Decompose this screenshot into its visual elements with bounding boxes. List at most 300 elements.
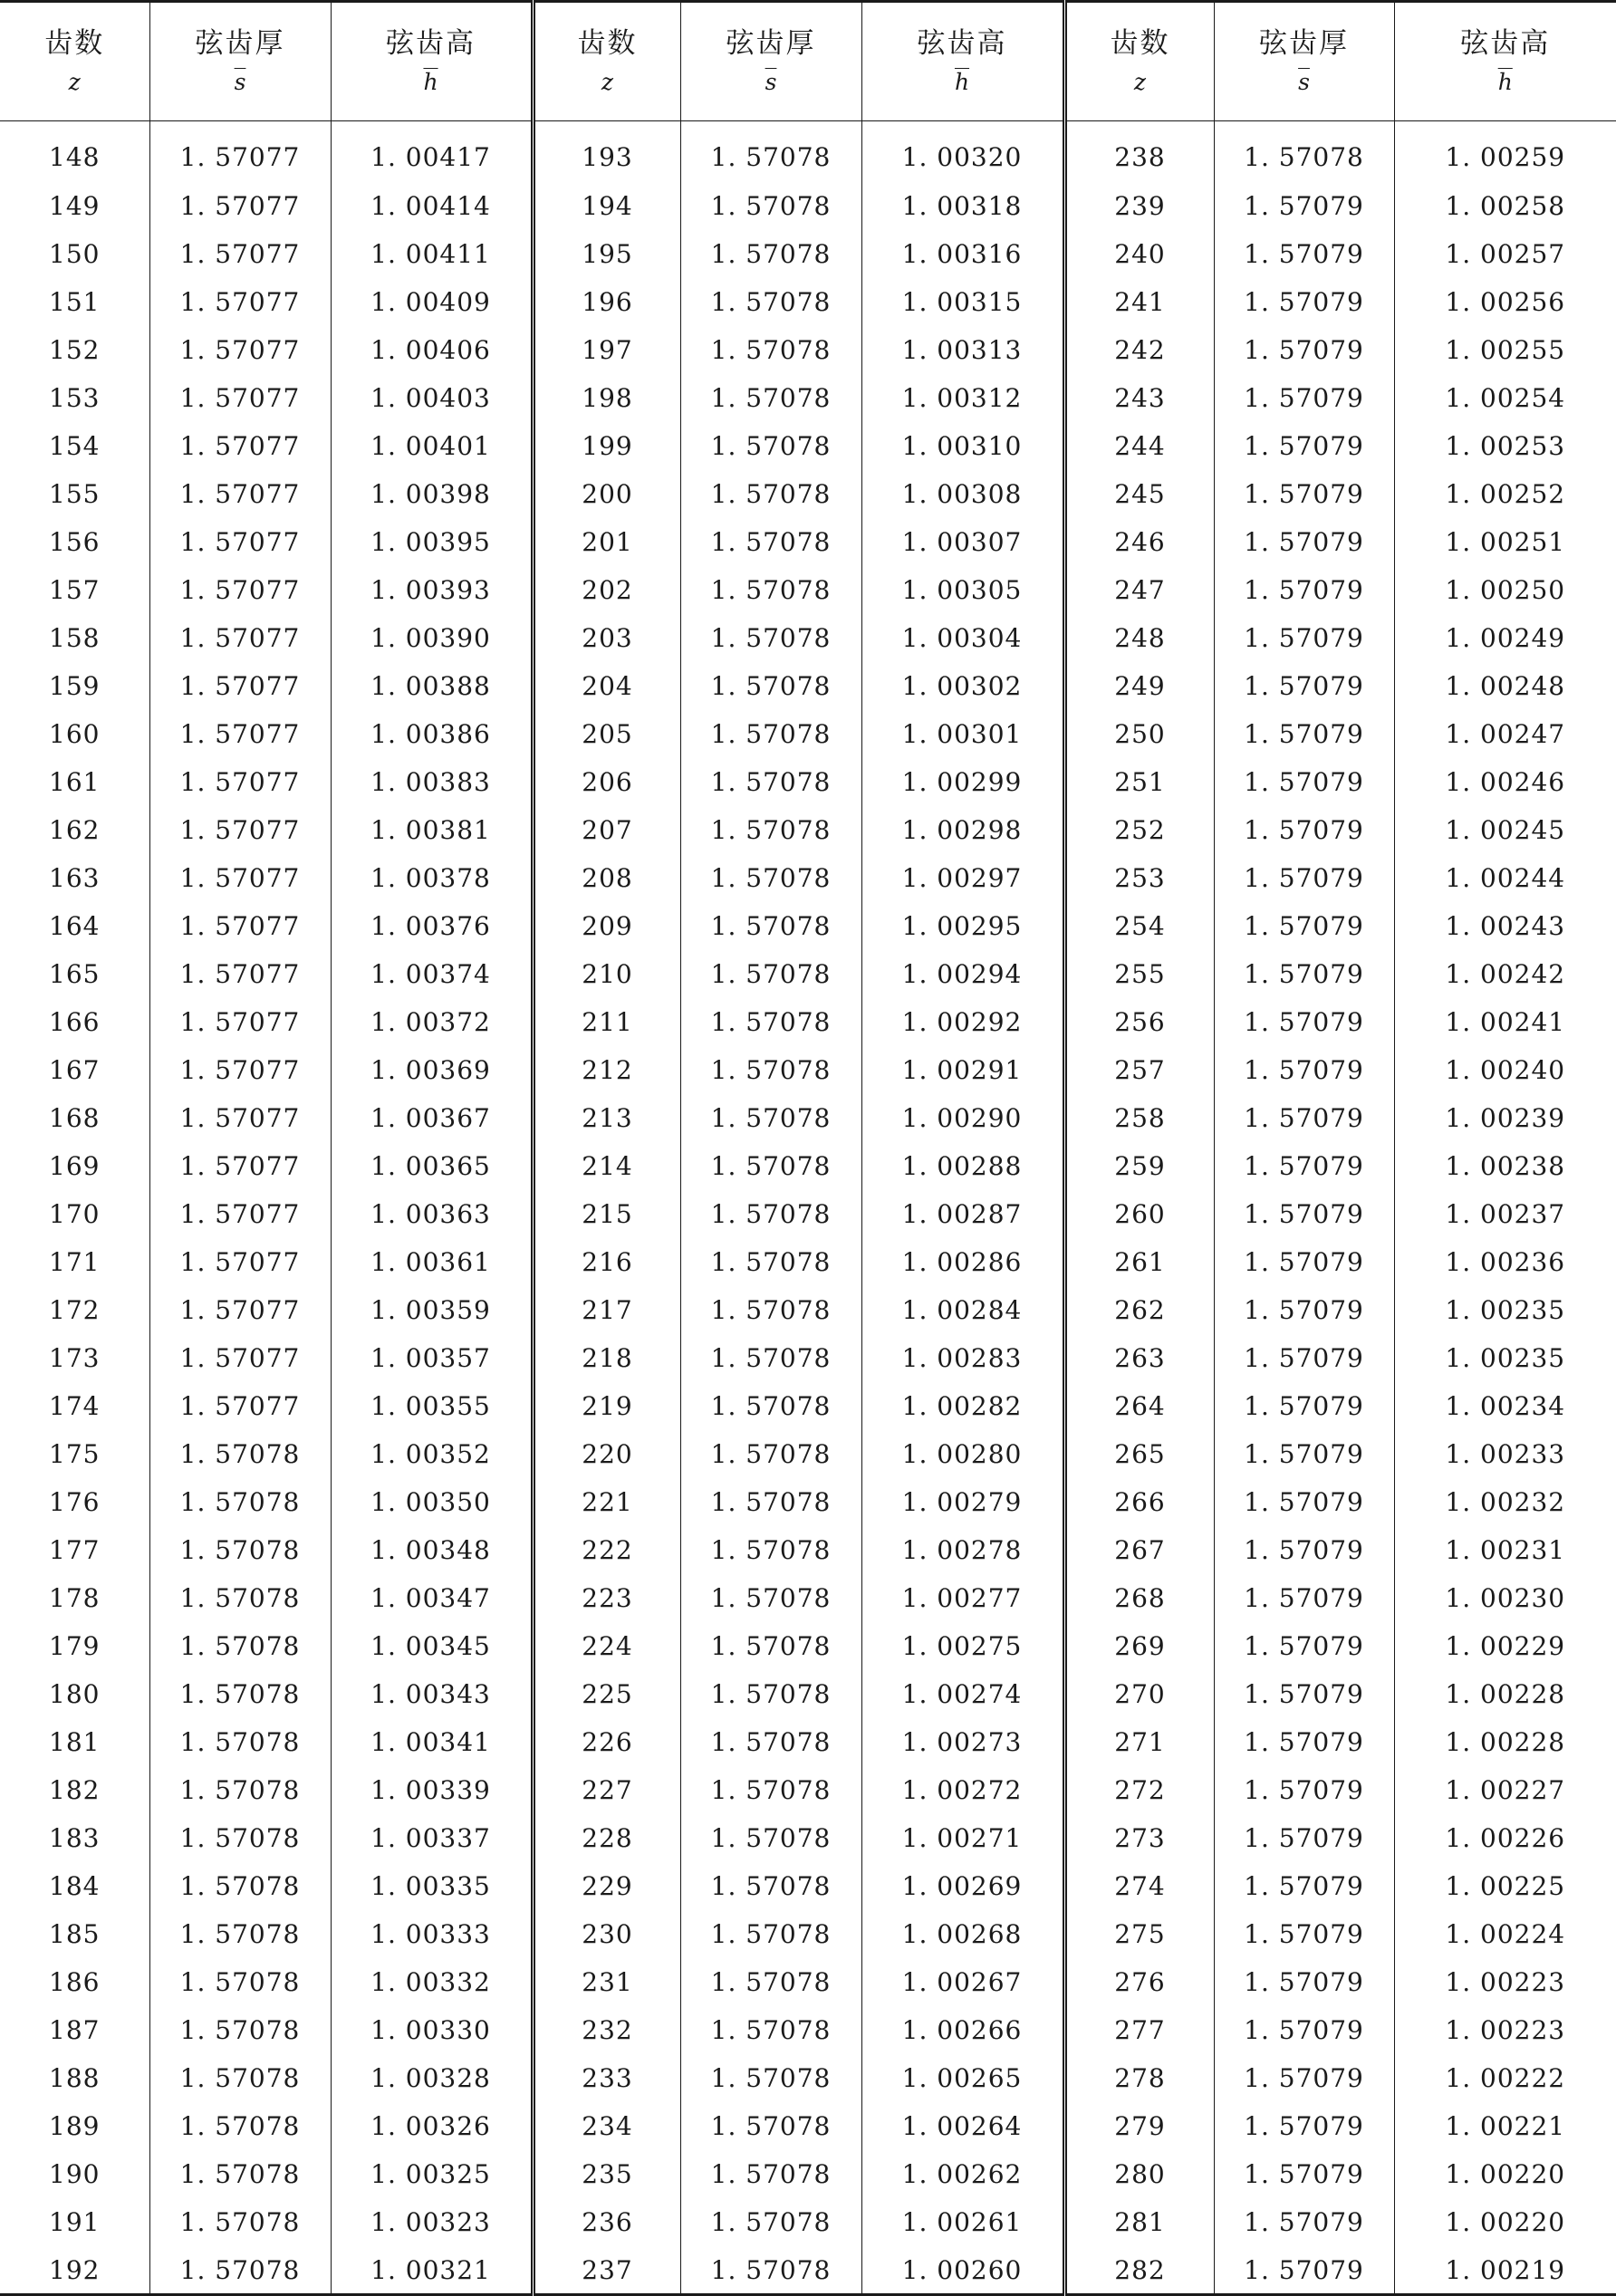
cell-height: 1. 00272	[861, 1766, 1064, 1814]
table-row	[0, 1238, 1616, 1286]
cell-thickness: 1. 57078	[680, 614, 861, 662]
cell-thickness: 1. 57078	[680, 758, 861, 806]
cell-thickness: 1. 57079	[1214, 1430, 1394, 1478]
cell-teeth: 223	[533, 1574, 680, 1622]
table-row	[0, 614, 1616, 662]
cell-height: 1. 00388	[331, 662, 533, 710]
cell-teeth: 203	[533, 614, 680, 662]
cell-height: 1. 00301	[861, 710, 1064, 758]
cell-height: 1. 00259	[1394, 121, 1616, 183]
cell-teeth: 257	[1064, 1046, 1214, 1094]
cell-height: 1. 00292	[861, 998, 1064, 1046]
table-row	[0, 1670, 1616, 1718]
cell-height: 1. 00369	[331, 1046, 533, 1094]
cell-height: 1. 00347	[331, 1574, 533, 1622]
cell-thickness: 1. 57079	[1214, 998, 1394, 1046]
cell-thickness: 1. 57078	[680, 2102, 861, 2150]
cell-teeth: 277	[1064, 2006, 1214, 2054]
cell-thickness: 1. 57078	[680, 806, 861, 854]
table-row	[0, 998, 1616, 1046]
cell-height: 1. 00221	[1394, 2102, 1616, 2150]
cell-thickness: 1. 57078	[680, 1766, 861, 1814]
cell-thickness: 1. 57078	[680, 902, 861, 950]
cell-height: 1. 00237	[1394, 1190, 1616, 1238]
table-row	[0, 662, 1616, 710]
cell-height: 1. 00381	[331, 806, 533, 854]
header-teeth-2	[533, 2, 680, 121]
cell-thickness: 1. 57078	[680, 326, 861, 374]
cell-teeth: 228	[533, 1814, 680, 1862]
cell-height: 1. 00222	[1394, 2054, 1616, 2102]
cell-teeth: 153	[0, 374, 149, 422]
cell-thickness: 1. 57078	[149, 1622, 331, 1670]
cell-thickness: 1. 57079	[1214, 854, 1394, 902]
cell-height: 1. 00271	[861, 1814, 1064, 1862]
cell-teeth: 161	[0, 758, 149, 806]
table-row	[0, 278, 1616, 326]
table-row	[0, 2198, 1616, 2246]
cell-height: 1. 00341	[331, 1718, 533, 1766]
cell-teeth: 190	[0, 2150, 149, 2198]
table-row	[0, 121, 1616, 183]
cell-teeth: 191	[0, 2198, 149, 2246]
header-symbol: $\overline{h}$	[862, 64, 1063, 101]
table-row	[0, 806, 1616, 854]
cell-height: 1. 00295	[861, 902, 1064, 950]
header-label: 齿数	[1067, 23, 1214, 64]
cell-height: 1. 00333	[331, 1910, 533, 1958]
cell-teeth: 166	[0, 998, 149, 1046]
cell-height: 1. 00231	[1394, 1526, 1616, 1574]
cell-thickness: 1. 57079	[1214, 2198, 1394, 2246]
cell-height: 1. 00266	[861, 2006, 1064, 2054]
cell-height: 1. 00244	[1394, 854, 1616, 902]
table-row	[0, 1190, 1616, 1238]
cell-thickness: 1. 57078	[149, 1766, 331, 1814]
cell-height: 1. 00357	[331, 1334, 533, 1382]
cell-thickness: 1. 57079	[1214, 422, 1394, 470]
cell-teeth: 169	[0, 1142, 149, 1190]
cell-thickness: 1. 57078	[680, 470, 861, 518]
cell-height: 1. 00355	[331, 1382, 533, 1430]
cell-thickness: 1. 57079	[1214, 1910, 1394, 1958]
table-row	[0, 2054, 1616, 2102]
cell-teeth: 151	[0, 278, 149, 326]
cell-teeth: 212	[533, 1046, 680, 1094]
table-row	[0, 1046, 1616, 1094]
table-row	[0, 2006, 1616, 2054]
header-thickness-2	[680, 2, 861, 121]
cell-height: 1. 00367	[331, 1094, 533, 1142]
cell-thickness: 1. 57077	[149, 278, 331, 326]
cell-height: 1. 00291	[861, 1046, 1064, 1094]
header-symbol: z	[535, 64, 680, 101]
cell-thickness: 1. 57077	[149, 806, 331, 854]
table-row	[0, 326, 1616, 374]
cell-thickness: 1. 57079	[1214, 182, 1394, 230]
cell-height: 1. 00274	[861, 1670, 1064, 1718]
cell-thickness: 1. 57078	[680, 1382, 861, 1430]
cell-teeth: 241	[1064, 278, 1214, 326]
cell-teeth: 196	[533, 278, 680, 326]
table-row	[0, 1862, 1616, 1910]
cell-height: 1. 00363	[331, 1190, 533, 1238]
cell-teeth: 222	[533, 1526, 680, 1574]
cell-height: 1. 00312	[861, 374, 1064, 422]
cell-thickness: 1. 57078	[149, 1526, 331, 1574]
cell-teeth: 274	[1064, 1862, 1214, 1910]
cell-thickness: 1. 57078	[680, 1190, 861, 1238]
cell-height: 1. 00257	[1394, 230, 1616, 278]
cell-thickness: 1. 57077	[149, 758, 331, 806]
header-thickness-1	[149, 2, 331, 121]
cell-height: 1. 00403	[331, 374, 533, 422]
cell-height: 1. 00223	[1394, 2006, 1616, 2054]
cell-teeth: 281	[1064, 2198, 1214, 2246]
cell-teeth: 245	[1064, 470, 1214, 518]
cell-thickness: 1. 57078	[149, 1958, 331, 2006]
cell-height: 1. 00337	[331, 1814, 533, 1862]
cell-teeth: 198	[533, 374, 680, 422]
cell-thickness: 1. 57079	[1214, 1574, 1394, 1622]
table-header	[0, 2, 1616, 121]
cell-thickness: 1. 57078	[680, 1862, 861, 1910]
cell-teeth: 270	[1064, 1670, 1214, 1718]
cell-teeth: 233	[533, 2054, 680, 2102]
table-row	[0, 2246, 1616, 2295]
cell-teeth: 180	[0, 1670, 149, 1718]
cell-teeth: 175	[0, 1430, 149, 1478]
cell-teeth: 252	[1064, 806, 1214, 854]
cell-thickness: 1. 57078	[149, 1430, 331, 1478]
cell-height: 1. 00339	[331, 1766, 533, 1814]
cell-height: 1. 00233	[1394, 1430, 1616, 1478]
cell-teeth: 176	[0, 1478, 149, 1526]
table-row	[0, 1814, 1616, 1862]
cell-height: 1. 00223	[1394, 1958, 1616, 2006]
cell-teeth: 244	[1064, 422, 1214, 470]
cell-thickness: 1. 57079	[1214, 758, 1394, 806]
cell-teeth: 197	[533, 326, 680, 374]
cell-height: 1. 00345	[331, 1622, 533, 1670]
cell-teeth: 267	[1064, 1526, 1214, 1574]
cell-height: 1. 00252	[1394, 470, 1616, 518]
header-symbol: $\overline{h}$	[1395, 64, 1616, 101]
cell-thickness: 1. 57079	[1214, 1958, 1394, 2006]
cell-teeth: 268	[1064, 1574, 1214, 1622]
cell-teeth: 207	[533, 806, 680, 854]
cell-teeth: 200	[533, 470, 680, 518]
table-row	[0, 518, 1616, 566]
cell-height: 1. 00352	[331, 1430, 533, 1478]
cell-teeth: 199	[533, 422, 680, 470]
cell-thickness: 1. 57078	[680, 1574, 861, 1622]
cell-thickness: 1. 57079	[1214, 1238, 1394, 1286]
table-row	[0, 1958, 1616, 2006]
cell-height: 1. 00318	[861, 182, 1064, 230]
cell-thickness: 1. 57078	[680, 1046, 861, 1094]
cell-thickness: 1. 57078	[680, 1142, 861, 1190]
cell-teeth: 275	[1064, 1910, 1214, 1958]
cell-height: 1. 00316	[861, 230, 1064, 278]
cell-height: 1. 00283	[861, 1334, 1064, 1382]
cell-height: 1. 00326	[331, 2102, 533, 2150]
cell-thickness: 1. 57078	[149, 2102, 331, 2150]
table-row	[0, 1910, 1616, 1958]
cell-thickness: 1. 57078	[680, 1286, 861, 1334]
cell-teeth: 232	[533, 2006, 680, 2054]
cell-thickness: 1. 57078	[680, 2246, 861, 2295]
cell-thickness: 1. 57078	[680, 854, 861, 902]
cell-height: 1. 00220	[1394, 2198, 1616, 2246]
cell-thickness: 1. 57077	[149, 662, 331, 710]
cell-thickness: 1. 57077	[149, 470, 331, 518]
cell-height: 1. 00250	[1394, 566, 1616, 614]
cell-thickness: 1. 57077	[149, 518, 331, 566]
cell-height: 1. 00228	[1394, 1670, 1616, 1718]
cell-teeth: 276	[1064, 1958, 1214, 2006]
cell-thickness: 1. 57078	[680, 950, 861, 998]
cell-height: 1. 00258	[1394, 182, 1616, 230]
cell-height: 1. 00282	[861, 1382, 1064, 1430]
cell-teeth: 186	[0, 1958, 149, 2006]
cell-height: 1. 00227	[1394, 1766, 1616, 1814]
cell-height: 1. 00288	[861, 1142, 1064, 1190]
cell-teeth: 271	[1064, 1718, 1214, 1766]
cell-teeth: 154	[0, 422, 149, 470]
header-thickness-3	[1214, 2, 1394, 121]
cell-teeth: 219	[533, 1382, 680, 1430]
cell-teeth: 282	[1064, 2246, 1214, 2295]
cell-height: 1. 00261	[861, 2198, 1064, 2246]
cell-teeth: 226	[533, 1718, 680, 1766]
cell-height: 1. 00248	[1394, 662, 1616, 710]
cell-teeth: 148	[0, 121, 149, 183]
cell-teeth: 236	[533, 2198, 680, 2246]
cell-height: 1. 00286	[861, 1238, 1064, 1286]
cell-thickness: 1. 57077	[149, 326, 331, 374]
cell-teeth: 204	[533, 662, 680, 710]
cell-teeth: 235	[533, 2150, 680, 2198]
table-row	[0, 1286, 1616, 1334]
cell-teeth: 243	[1064, 374, 1214, 422]
cell-thickness: 1. 57078	[680, 422, 861, 470]
cell-teeth: 184	[0, 1862, 149, 1910]
cell-thickness: 1. 57078	[149, 2006, 331, 2054]
cell-teeth: 265	[1064, 1430, 1214, 1478]
cell-teeth: 215	[533, 1190, 680, 1238]
cell-thickness: 1. 57078	[680, 121, 861, 183]
cell-height: 1. 00323	[331, 2198, 533, 2246]
cell-thickness: 1. 57078	[149, 1718, 331, 1766]
cell-teeth: 256	[1064, 998, 1214, 1046]
cell-teeth: 170	[0, 1190, 149, 1238]
cell-thickness: 1. 57079	[1214, 518, 1394, 566]
table-row	[0, 1526, 1616, 1574]
cell-thickness: 1. 57078	[680, 1478, 861, 1526]
cell-teeth: 183	[0, 1814, 149, 1862]
cell-thickness: 1. 57077	[149, 121, 331, 183]
cell-teeth: 158	[0, 614, 149, 662]
cell-height: 1. 00230	[1394, 1574, 1616, 1622]
cell-teeth: 189	[0, 2102, 149, 2150]
cell-height: 1. 00374	[331, 950, 533, 998]
cell-teeth: 237	[533, 2246, 680, 2295]
table-row	[0, 902, 1616, 950]
table-row	[0, 1718, 1616, 1766]
cell-height: 1. 00305	[861, 566, 1064, 614]
cell-thickness: 1. 57078	[680, 518, 861, 566]
cell-thickness: 1. 57079	[1214, 278, 1394, 326]
cell-thickness: 1. 57079	[1214, 566, 1394, 614]
cell-height: 1. 00235	[1394, 1334, 1616, 1382]
cell-teeth: 269	[1064, 1622, 1214, 1670]
cell-height: 1. 00287	[861, 1190, 1064, 1238]
cell-teeth: 206	[533, 758, 680, 806]
table-row	[0, 1382, 1616, 1430]
cell-thickness: 1. 57078	[680, 2198, 861, 2246]
table-row	[0, 1478, 1616, 1526]
table-row	[0, 710, 1616, 758]
cell-height: 1. 00398	[331, 470, 533, 518]
cell-thickness: 1. 57079	[1214, 230, 1394, 278]
cell-height: 1. 00343	[331, 1670, 533, 1718]
cell-height: 1. 00335	[331, 1862, 533, 1910]
cell-teeth: 177	[0, 1526, 149, 1574]
table-row	[0, 1622, 1616, 1670]
cell-thickness: 1. 57078	[680, 998, 861, 1046]
cell-height: 1. 00234	[1394, 1382, 1616, 1430]
cell-thickness: 1. 57078	[149, 2198, 331, 2246]
table-row	[0, 854, 1616, 902]
cell-height: 1. 00313	[861, 326, 1064, 374]
cell-height: 1. 00310	[861, 422, 1064, 470]
cell-height: 1. 00361	[331, 1238, 533, 1286]
cell-height: 1. 00235	[1394, 1286, 1616, 1334]
table-row	[0, 230, 1616, 278]
cell-teeth: 171	[0, 1238, 149, 1286]
table-row	[0, 1142, 1616, 1190]
cell-thickness: 1. 57077	[149, 1142, 331, 1190]
cell-teeth: 234	[533, 2102, 680, 2150]
cell-teeth: 188	[0, 2054, 149, 2102]
header-symbol: $\overline{s}$	[1215, 64, 1394, 101]
cell-teeth: 216	[533, 1238, 680, 1286]
cell-teeth: 167	[0, 1046, 149, 1094]
cell-thickness: 1. 57078	[680, 1430, 861, 1478]
cell-thickness: 1. 57079	[1214, 1766, 1394, 1814]
cell-thickness: 1. 57078	[680, 2006, 861, 2054]
cell-teeth: 227	[533, 1766, 680, 1814]
cell-teeth: 155	[0, 470, 149, 518]
cell-height: 1. 00308	[861, 470, 1064, 518]
cell-height: 1. 00254	[1394, 374, 1616, 422]
cell-teeth: 239	[1064, 182, 1214, 230]
cell-teeth: 230	[533, 1910, 680, 1958]
cell-height: 1. 00220	[1394, 2150, 1616, 2198]
cell-height: 1. 00378	[331, 854, 533, 902]
cell-thickness: 1. 57079	[1214, 1862, 1394, 1910]
cell-thickness: 1. 57079	[1214, 950, 1394, 998]
cell-thickness: 1. 57078	[1214, 121, 1394, 183]
cell-thickness: 1. 57077	[149, 182, 331, 230]
cell-height: 1. 00219	[1394, 2246, 1616, 2295]
cell-teeth: 201	[533, 518, 680, 566]
table-row	[0, 2102, 1616, 2150]
cell-thickness: 1. 57079	[1214, 1670, 1394, 1718]
cell-teeth: 251	[1064, 758, 1214, 806]
cell-height: 1. 00273	[861, 1718, 1064, 1766]
cell-height: 1. 00243	[1394, 902, 1616, 950]
cell-teeth: 210	[533, 950, 680, 998]
header-teeth-1	[0, 2, 149, 121]
cell-height: 1. 00239	[1394, 1094, 1616, 1142]
cell-teeth: 225	[533, 1670, 680, 1718]
cell-teeth: 179	[0, 1622, 149, 1670]
header-symbol: z	[0, 64, 149, 101]
cell-thickness: 1. 57079	[1214, 1622, 1394, 1670]
cell-height: 1. 00401	[331, 422, 533, 470]
cell-teeth: 182	[0, 1766, 149, 1814]
cell-thickness: 1. 57079	[1214, 1334, 1394, 1382]
cell-height: 1. 00297	[861, 854, 1064, 902]
cell-thickness: 1. 57079	[1214, 806, 1394, 854]
cell-height: 1. 00260	[861, 2246, 1064, 2295]
cell-teeth: 213	[533, 1094, 680, 1142]
cell-teeth: 205	[533, 710, 680, 758]
cell-thickness: 1. 57078	[680, 1526, 861, 1574]
cell-thickness: 1. 57077	[149, 902, 331, 950]
cell-height: 1. 00267	[861, 1958, 1064, 2006]
cell-height: 1. 00240	[1394, 1046, 1616, 1094]
cell-height: 1. 00395	[331, 518, 533, 566]
cell-thickness: 1. 57079	[1214, 2006, 1394, 2054]
table-row	[0, 374, 1616, 422]
cell-thickness: 1. 57078	[680, 710, 861, 758]
cell-teeth: 164	[0, 902, 149, 950]
cell-height: 1. 00393	[331, 566, 533, 614]
cell-height: 1. 00251	[1394, 518, 1616, 566]
cell-thickness: 1. 57078	[680, 1670, 861, 1718]
cell-thickness: 1. 57078	[680, 1622, 861, 1670]
cell-thickness: 1. 57078	[680, 374, 861, 422]
cell-thickness: 1. 57079	[1214, 326, 1394, 374]
header-height-2	[861, 2, 1064, 121]
header-symbol: z	[1067, 64, 1214, 101]
cell-height: 1. 00315	[861, 278, 1064, 326]
cell-height: 1. 00224	[1394, 1910, 1616, 1958]
cell-thickness: 1. 57078	[149, 1862, 331, 1910]
cell-teeth: 250	[1064, 710, 1214, 758]
cell-thickness: 1. 57077	[149, 1190, 331, 1238]
table-row	[0, 422, 1616, 470]
cell-thickness: 1. 57077	[149, 1046, 331, 1094]
header-label: 弦齿厚	[150, 23, 331, 64]
cell-thickness: 1. 57079	[1214, 710, 1394, 758]
cell-thickness: 1. 57077	[149, 230, 331, 278]
cell-thickness: 1. 57079	[1214, 1094, 1394, 1142]
cell-thickness: 1. 57077	[149, 1094, 331, 1142]
cell-height: 1. 00383	[331, 758, 533, 806]
cell-thickness: 1. 57077	[149, 854, 331, 902]
cell-height: 1. 00414	[331, 182, 533, 230]
cell-height: 1. 00290	[861, 1094, 1064, 1142]
header-label: 弦齿厚	[1215, 23, 1394, 64]
cell-teeth: 149	[0, 182, 149, 230]
header-label: 弦齿高	[862, 23, 1063, 64]
cell-teeth: 255	[1064, 950, 1214, 998]
cell-teeth: 248	[1064, 614, 1214, 662]
